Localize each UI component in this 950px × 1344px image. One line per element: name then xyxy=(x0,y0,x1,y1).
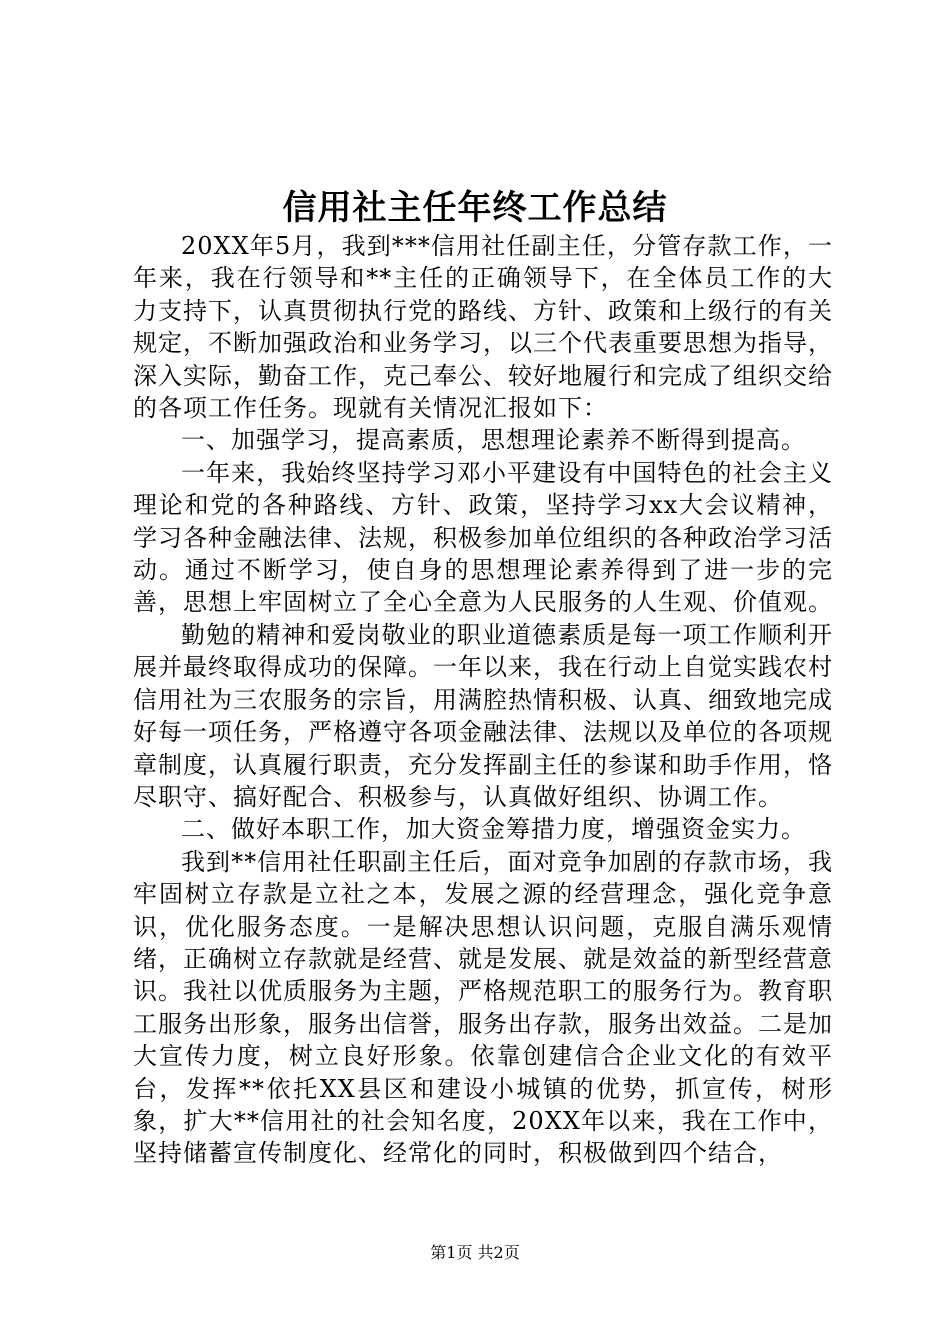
paragraph-study: 一年来，我始终坚持学习邓小平建设有中国特色的社会主义理论和党的各种路线、方针、政策，坚持学习xx大会议精神，学习各种金融法律、法规，积极参加单位组织的各种政治学习活动。通过不断学习，使自身的思想理论素养得到了进一步的完善，思想上牢固树立了全心全意为人民服务的人生观、价值观。 xyxy=(133,458,833,617)
paragraph-intro: 20XX年5月，我到***信用社任副主任，分管存款工作，一年来，我在行领导和**主任的正确领导下，在全体员工作的大力支持下，认真贯彻执行党的路线、方针、政策和上级行的有关规定，不断加强政治和业务学习，以三个代表重要思想为指导，深入实际，勤奋工作，克己奉公、较好地履行和完成了组织交给的各项工作任务。现就有关情况汇报如下： xyxy=(133,232,833,423)
document-title: 信用社主任年终工作总结 xyxy=(282,188,668,228)
section-heading-1: 一、加强学习，提高素质，思想理论素养不断得到提高。 xyxy=(181,426,806,455)
paragraph-deposits: 我到**信用社任职副主任后，面对竞争加剧的存款市场，我牢固树立存款是立社之本，发展之源的经营理念，强化竞争意识，优化服务态度。一是解决思想认识问题，克服自满乐观情绪，正确树立存款就是经营、就是发展、就是效益的新型经营意识。我社以优质服务为主题，严格规范职工的服务行为。教育职工服务出形象，服务出信誉，服务出存款，服务出效益。二是加大宣传力度，树立良好形象。依靠创建信合企业文化的有效平台，发挥**依托XX县区和建设小城镇的优势，抓宣传，树形象，扩大**信用社的社会知名度，20XX年以来，我在工作中，坚持储蓄宣传制度化、经常化的同时，积极做到四个结合， xyxy=(133,847,833,1168)
paragraph-diligence: 勤勉的精神和爱岗敬业的职业道德素质是每一项工作顺利开展并最终取得成功的保障。一年以来，我在行动上自觉实践农村信用社为三农服务的宗旨，用满腔热情积极、认真、细致地完成好每一项任务，严格遵守各项金融法律、法规以及单位的各项规章制度，认真履行职责，充分发挥副主任的参谋和助手作用，恪尽职守、搞好配合、积极参与，认真做好组织、协调工作。 xyxy=(133,620,833,811)
section-heading-2: 二、做好本职工作，加大资金筹措力度，增强资金实力。 xyxy=(181,815,806,844)
document-body xyxy=(133,230,833,1170)
page-footer: 第1页 共2页 xyxy=(430,1243,520,1262)
